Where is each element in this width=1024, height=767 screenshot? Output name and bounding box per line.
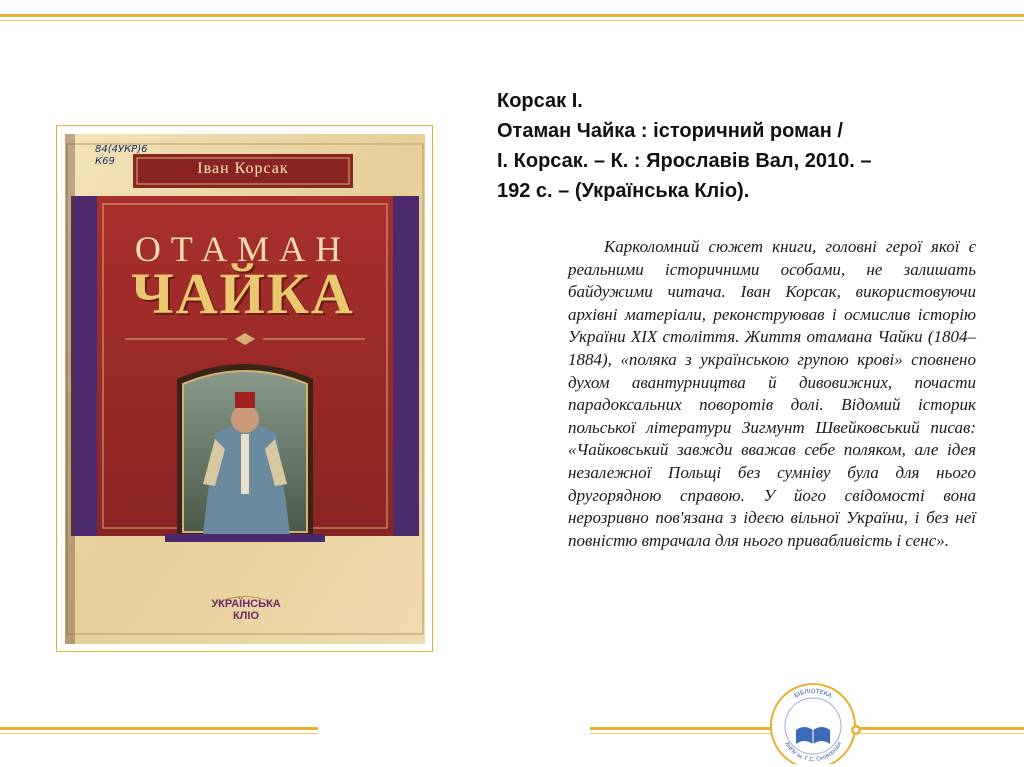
bottom-left-decorative-rule-thin [0,733,318,734]
biblio-imprint: І. Корсак. – К. : Ярославів Вал, 2010. – [497,150,872,172]
biblio-author: Корсак І. [497,90,583,112]
biblio-title: Отаман Чайка : історичний роман / [497,120,843,142]
emblem-top-text: БІБЛІОТЕКА [793,687,833,700]
biblio-pages-series: 192 с. – (Українська Кліо). [497,180,750,202]
call-number-line1: 84(4УКР)6 [95,144,148,155]
bottom-left-decorative-rule [0,727,318,730]
top-decorative-rule-thin [0,20,1024,21]
cover-title-top: ОТАМАН [134,229,352,269]
library-emblem-logo [758,664,868,764]
series-line1: УКРАЇНСЬКА [211,598,281,610]
book-cover-image [65,134,425,644]
cover-title-main: ЧАЙКА [131,261,355,326]
book-description: Карколомний сюжет книги, головні герої якої є реальними історичними особами, не залишать байдужими читача. Іван Корсак, використовуючи архівні матеріали, реконструював і осмислив історію України XIX століття. Життя отамана Чайки (1804–1884), «поляка з українською групою крові» сповнено духом авантурництва й дивовижних, почасти парадоксальних поворотів долі. Відомий історик польської літератури Зигмунт Швейковський писав: «Чайковський завжди вважав себе поляком, але ідея незалежної Польщі без сумніву була для нього другорядною справою. У його свідомості вона нерозривно пов'язана з ідеєю вільної України, і без неї повністю втрачала для нього привабливість і сенс». [568,237,976,550]
call-number-line2: К69 [95,156,115,167]
series-line2: КЛІО [232,610,260,622]
emblem-bottom-text: ХНПУ ім. Г.С. Сковороди [783,741,843,764]
book-cover-frame [56,125,433,652]
top-decorative-rule [0,14,1024,17]
bibliographic-record [497,86,967,206]
cover-author: Іван Корсак [197,160,289,177]
cover-series-logo [191,598,301,622]
